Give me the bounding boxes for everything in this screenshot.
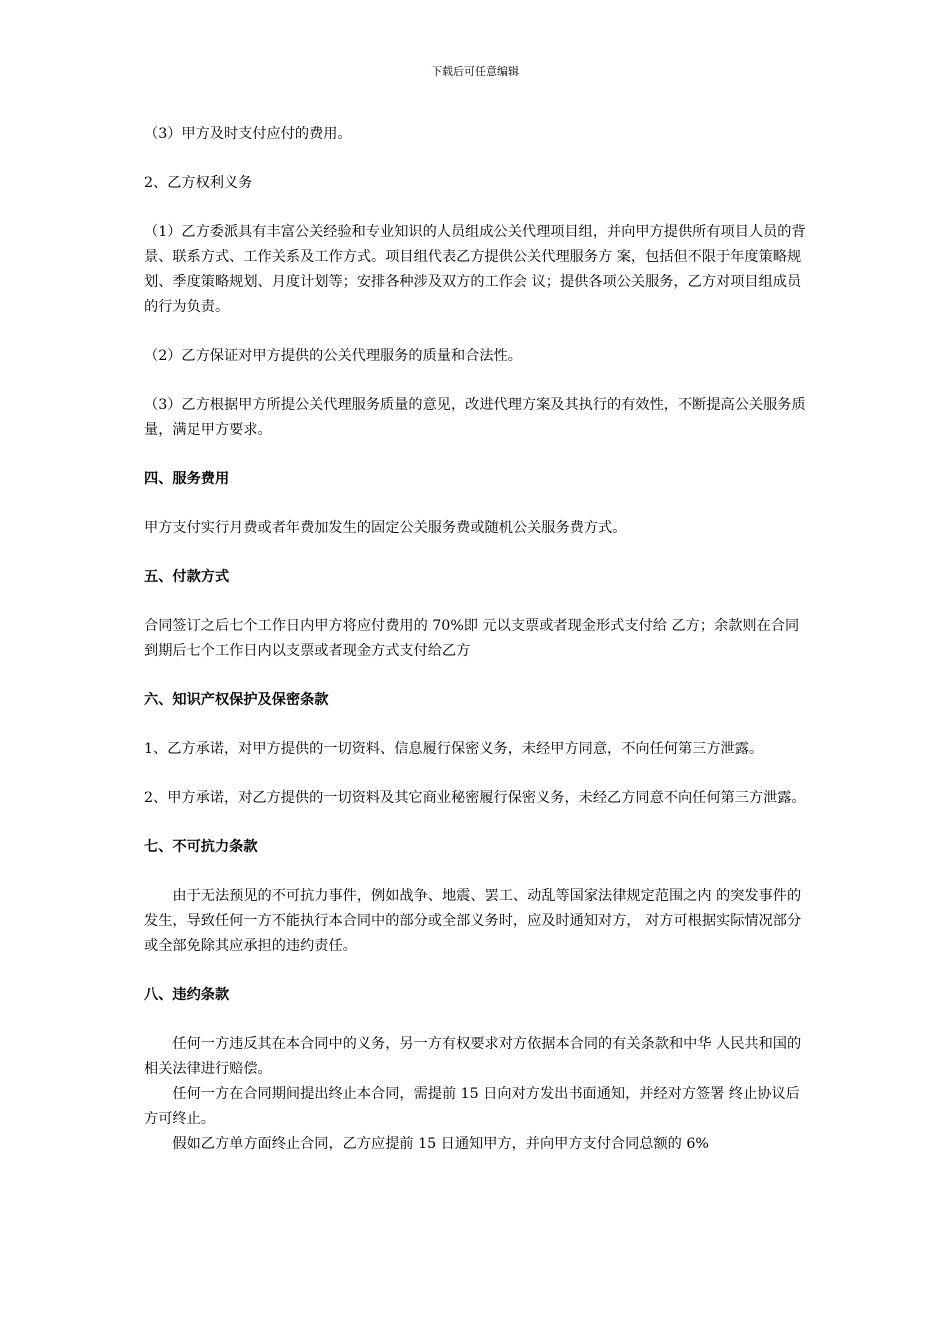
document-body [144, 122, 812, 1157]
clause-party-b-1: （1）乙方委派具有丰富公关经验和专业知识的人员组成公关代理项目组，并向甲方提供所有项目人员的背景、联系方式、工作关系及工作方式。项目组代表乙方提供公关代理服务方 案，包括但不限于年度策略规划、季度策略规划、月度计划等；安排各种涉及双方的工作会 议；提供各项公关服务，乙方对项目组成员的行为负责。 [144, 224, 806, 315]
heading-service-fees: 四、服务费用 [144, 471, 230, 487]
heading-ip-confidentiality: 六、知识产权保护及保密条款 [144, 692, 329, 708]
force-majeure-text: 由于无法预见的不可抗力事件，例如战争、地震、罢工、动乱等国家法律规定范围之内 的突发事件的发生，导致任何一方不能执行本合同中的部分或全部义务时，应及时通知对方， 对方可根据实际情况部分或全部免除其应承担的违约责任。 [144, 888, 802, 954]
clause-party-b-2: （2）乙方保证对甲方提供的公关代理服务的质量和合法性。 [144, 348, 522, 364]
heading-payment-method: 五、付款方式 [144, 569, 230, 585]
section-party-b-rights: 2、乙方权利义务 [144, 175, 253, 191]
heading-breach: 八、违约条款 [144, 987, 230, 1003]
breach-clause-2: 任何一方在合同期间提出终止本合同，需提前 15 日向对方发出书面通知，并经对方签署 终止协议后方可终止。 [144, 1086, 800, 1127]
confidentiality-clause-1: 1、乙方承诺，对甲方提供的一切资料、信息履行保密义务，未经甲方同意，不向任何第三方泄露。 [144, 741, 764, 757]
clause-party-b-3: （3）乙方根据甲方所提公关代理服务质量的意见，改进代理方案及其执行的有效性，不断提高公关服务质量，满足甲方要求。 [144, 397, 806, 438]
heading-force-majeure: 七、不可抗力条款 [144, 839, 258, 855]
service-fees-text: 甲方支付实行月费或者年费加发生的固定公关服务费或随机公关服务费方式。 [144, 520, 627, 536]
clause-party-a-payment: （3）甲方及时支付应付的费用。 [144, 126, 352, 142]
breach-clause-1: 任何一方违反其在本合同中的义务，另一方有权要求对方依据本合同的有关条款和中华 人民共和国的相关法律进行赔偿。 [144, 1036, 802, 1077]
breach-clause-3: 假如乙方单方面终止合同，乙方应提前 15 日通知甲方，并向甲方支付合同总额的 6% [172, 1136, 709, 1152]
payment-method-text: 合同签订之后七个工作日内甲方将应付费用的 70%即 元以支票或者现金形式支付给 乙方；余款则在合同到期后七个工作日内以支票或者现金方式支付给乙方 [144, 618, 800, 659]
confidentiality-clause-2: 2、甲方承诺，对乙方提供的一切资料及其它商业秘密履行保密义务，未经乙方同意不向任何第三方泄露。 [144, 790, 806, 806]
page-header-note: 下载后可任意编辑 [431, 65, 519, 78]
